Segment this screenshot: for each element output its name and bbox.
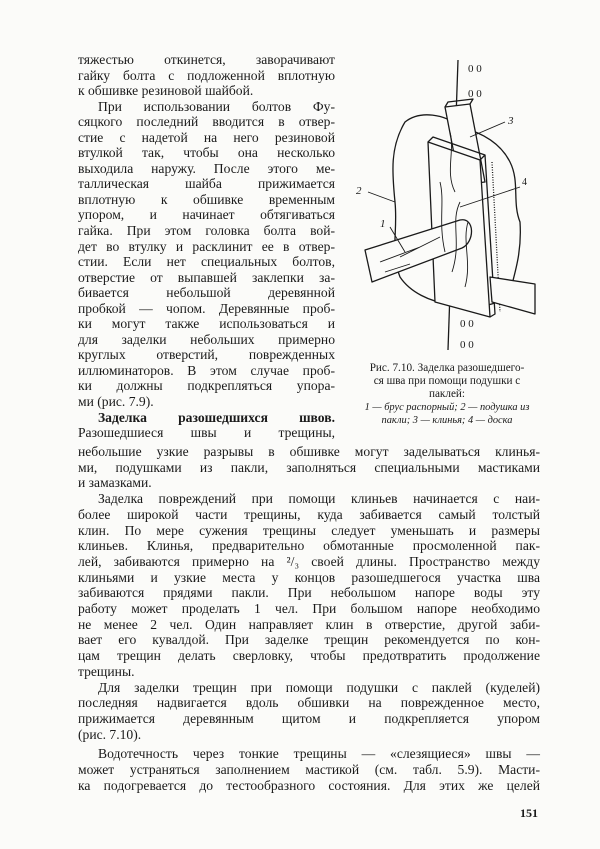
text-line: ми (рис. 7.9). bbox=[78, 394, 154, 410]
text-line: Водотечность через тонкие трещины — «слезящиеся» швы — bbox=[98, 746, 540, 762]
text-line: (рис. 7.10). bbox=[78, 726, 142, 742]
text-line: к обшивке резиновой шайбой. bbox=[78, 83, 254, 99]
text-line: клиньями и узкие места у концов разошедшегося участка шва bbox=[78, 569, 540, 585]
text-line: сяцкого последний вводится в отвер- bbox=[78, 114, 335, 130]
section-heading: Заделка разошедшихся швов. bbox=[98, 409, 335, 425]
svg-text:3: 3 bbox=[508, 115, 514, 127]
text-line: круглых отверстий, поврежденных bbox=[78, 347, 335, 363]
text-line: ки должны подкрепляться упора- bbox=[78, 378, 335, 394]
text-line: стии. Если нет специальных болтов, bbox=[78, 254, 335, 270]
text-line: может устраняться заполнением мастикой (см. табл. 5.9). Масти- bbox=[78, 762, 540, 778]
text-line: забиваются прядями пакли. При небольшом напоре воды эту bbox=[78, 585, 540, 601]
text-line: последняя надвигается вдоль обшивки на поврежденное место, bbox=[78, 695, 540, 711]
text-line: иллюминаторов. В этом случае проб- bbox=[78, 362, 335, 378]
full-width-text bbox=[78, 444, 540, 793]
text-line: небольшие узкие разрывы в обшивке могут заделываться клинья- bbox=[78, 444, 540, 459]
figure-7-10-illustration bbox=[350, 52, 550, 352]
text-line: клиньев. Клинья, предварительно обмотанные просмоленной пак- bbox=[78, 538, 540, 554]
text-line: лей, забиваются примерно на ²/₃ своей длины. Пространство между bbox=[78, 553, 540, 569]
text-line: таллическая шайба прижимается bbox=[78, 176, 335, 192]
text-line: Для заделки трещин при помощи подушки с паклей (куделей) bbox=[98, 679, 540, 695]
svg-text:2: 2 bbox=[356, 185, 362, 197]
text-line: бивается небольшой деревянной bbox=[78, 285, 335, 301]
text-line: втулкой так, чтобы она несколько bbox=[78, 145, 335, 161]
text-line: Заделка повреждений при помощи клиньев начинается с наи- bbox=[98, 491, 540, 507]
svg-text:4: 4 bbox=[522, 177, 527, 188]
text-line: стие с надетой на него резиновой bbox=[78, 129, 335, 145]
text-line: прижимается деревянным щитом и подкрепляется упором bbox=[78, 710, 540, 726]
figure-legend-line: пакли; 3 — клинья; 4 — доска bbox=[381, 415, 513, 426]
text-line: ми, подушками из пакли, заполняться специальными мастиками bbox=[78, 459, 540, 475]
svg-text:1: 1 bbox=[380, 218, 386, 230]
caption-line: ся шва при помощи подушки с bbox=[373, 375, 521, 387]
left-column-text bbox=[78, 52, 335, 441]
text-line: ка подогревается до тестообразного состояния. Для этих же целей bbox=[78, 777, 540, 793]
page-number: 151 bbox=[520, 806, 538, 820]
svg-text:0 0: 0 0 bbox=[460, 318, 474, 330]
text-line: При использовании болтов Фу- bbox=[98, 98, 335, 114]
text-line: и замазками. bbox=[78, 475, 152, 491]
figure-legend-line: 1 — брус распорный; 2 — подушка из bbox=[364, 402, 530, 413]
svg-text:0 0: 0 0 bbox=[460, 339, 474, 351]
figure-caption bbox=[352, 362, 542, 427]
caption-line: Рис. 7.10. Заделка разошедшего- bbox=[369, 362, 525, 374]
text-line: работу может проделать 1 чел. При большом напоре необходимо bbox=[78, 601, 540, 617]
text-line: дет во втулку и расклинит ее в отвер- bbox=[78, 238, 335, 254]
text-line: ки могут также использоваться и bbox=[78, 316, 335, 332]
text-line: гайку болта с подложенной вплотную bbox=[78, 67, 335, 83]
svg-text:0 0: 0 0 bbox=[468, 88, 482, 100]
text-line: пробкой — чопом. Деревянные проб- bbox=[78, 300, 335, 316]
text-line: цам трещин делать сверловку, чтобы предотвратить продолжение bbox=[78, 648, 540, 664]
caption-line: паклей: bbox=[428, 388, 466, 400]
svg-text:0 0: 0 0 bbox=[468, 63, 482, 75]
text-line: вает его кувалдой. При заделке трещин рекомендуется по кон- bbox=[78, 632, 540, 648]
text-line: клин. По мере сужения трещины следует уменьшать и размеры bbox=[78, 522, 540, 538]
text-line: более широкой части трещины, куда забивается самый толстый bbox=[78, 506, 540, 522]
text-line: не менее 2 чел. Один направляет клин в отверстие, другой заби- bbox=[78, 616, 540, 632]
text-line: для заделки небольших примерно bbox=[78, 331, 335, 347]
text-line: отверстие от выпавшей заклепки за- bbox=[78, 269, 335, 285]
text-line: упором, и начинает обтягиваться bbox=[78, 207, 335, 223]
text-line: выходила наружу. После этого ме- bbox=[78, 160, 335, 176]
text-line: гайка. При этом головка болта вой- bbox=[78, 223, 335, 239]
text-line: Разошедшиеся швы и трещины, bbox=[78, 425, 335, 441]
text-line: трещины. bbox=[78, 663, 135, 679]
text-line: тяжестью откинется, заворачивают bbox=[78, 52, 335, 67]
text-line: вплотную к обшивке временным bbox=[78, 191, 335, 207]
